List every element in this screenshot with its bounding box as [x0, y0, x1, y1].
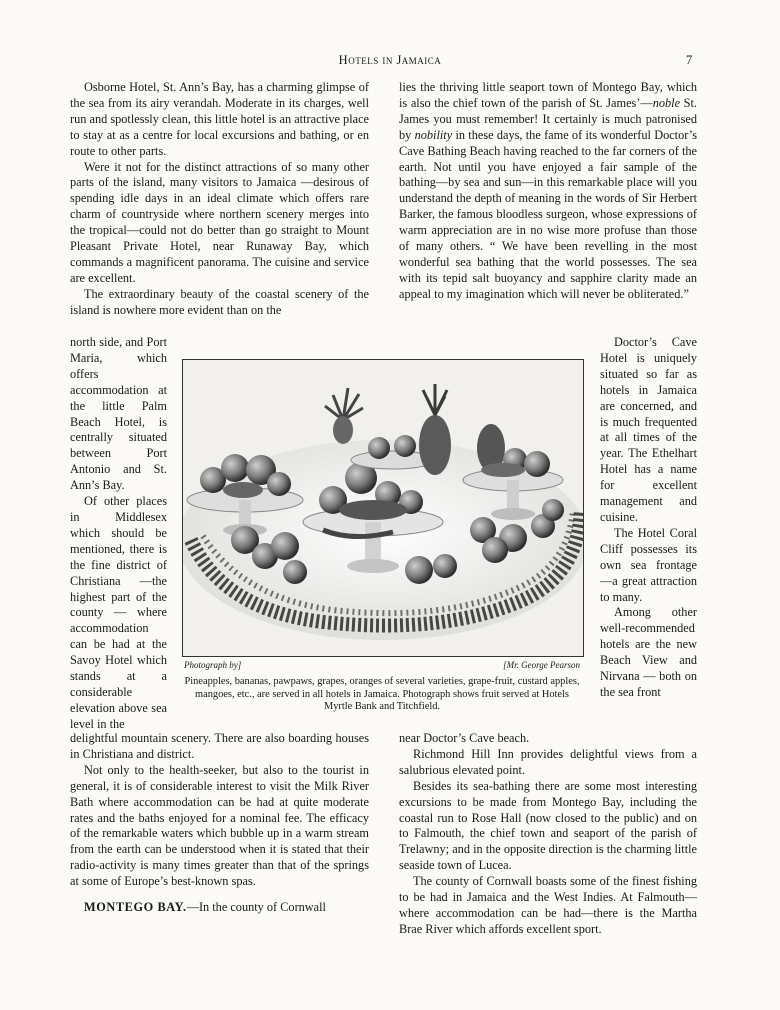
paragraph-cornwall-fishing: The county of Cornwall boasts some of the finest fishing to be had in Jamaica and the West Indies. At Falmouth—where accommodation can be had—there is the Martha Brae River which affords excellent sport. [399, 874, 697, 936]
paragraph-doctors-cave-beach: near Doctor’s Cave beach. [399, 731, 530, 745]
text-run: in these days, the fame of its wonderful Doctor’s Cave Bathing Beach having reached to the far corners of the earth. Not until you have enjoyed a fair sample of the bathing—by sea and sun—in this remarkable place will you understand the depth of meaning in the words of Sir Herbert Barker, the famous bloodless surgeon, whose expressions of warm appreciation are in no wise more profuse than those of many others. “ We have been revelling in the most wonderful sea bathing that the world possesses. The sea with its tepid salt buoyancy and sapphire clarity made an appeal to my imagination which will never be obliterated.” [399, 127, 698, 301]
right-column-bottom [399, 731, 697, 938]
credit-photographer: [Mr. George Pearson [503, 660, 580, 670]
text-run: lies the thriving little seaport town of Montego Bay, which is also the chief town of the parish of St. James’— [399, 80, 697, 110]
paragraph-port-maria: north side, and Port Maria, which offers accommodation at the little Palm Beach Hotel, is centrally situated between Port Antonio and St. Ann’s Bay. [70, 335, 167, 493]
italic-nobility: nobility [414, 127, 453, 142]
paragraph-other-hotels: Among other well-recommended hotels are the new Beach View and Nirvana — both on the sea front [600, 605, 697, 699]
paragraph-richmond-hill: Richmond Hill Inn provides delightful views from a salubrious elevated point. [399, 746, 697, 777]
text-run: St. James you must remember! It certainly is much patronised by [399, 95, 698, 142]
paragraph-mountain-scenery: delightful mountain scenery. There are also boarding houses in Christiana and district. [70, 731, 369, 761]
running-head: Hotels in Jamaica [338, 53, 442, 67]
paragraph-mount-pleasant: Were it not for the distinct attractions of so many other parts of the island, many visitors to Jamaica —desirous of spending idle days in an ideal climate which offers rare charm of countryside where northern scenery merges into the tropical—could not do better than go straight to Mount Pleasant Private Hotel, near Runaway Bay, which commands a magnificent panorama. The cuisine and service are excellent. [70, 159, 369, 285]
left-column-top [70, 80, 369, 319]
paragraph-osborne-hotel: Osborne Hotel, St. Ann’s Bay, has a charming glimpse of the sea from its airy verandah. Moderate in its charges, well run and spotlessly clean, this little hotel is an attractive place to stay at as a centre for local excursions and bathing, or en route to other parts. [70, 80, 369, 158]
paragraph-montego-bay-continued [399, 80, 697, 303]
figure-caption: Pineapples, bananas, pawpaws, grapes, oranges of several varieties, grape-fruit, custard apples, mangoes, etc., are served in all hotels in Jamaica. Photograph shows fruit served at Hotels Myrtle Bank and Titchfield. [184, 676, 580, 713]
paragraph-excursions: Besides its sea-bathing there are some most interesting excursions to be made from Montego Bay, including the coastal run to Rose Hall (now closed to the public) and on to Falmouth, the chief town and seaport of the parish of Trelawny; and in the opposite direction is the charming little seaside town of Lucea. [399, 778, 697, 873]
paragraph-christiana: Of other places in Middlesex which should be mentioned, there is the fine district of Christiana —the highest part of the county — where accommodation can be had at the Savoy Hotel which stands at a considerable elevation above sea level in the [70, 494, 167, 731]
paragraph-doctors-cave-hotel: Doctor’s Cave Hotel is uniquely situated so far as hotels in Jamaica are concerned, and is much frequented at all times of the year. The Ethelhart Hotel has a name for excellent management and cuisine. [600, 335, 697, 524]
left-narrow-column [70, 335, 167, 733]
page-number: 7 [686, 53, 693, 67]
credit-label: Photograph by] [184, 660, 242, 670]
right-column-top [399, 80, 697, 303]
page-header [0, 53, 780, 69]
fruit-table-photograph [182, 359, 584, 657]
paragraph-coastal-scenery: The extraordinary beauty of the coastal scenery of the island is nowhere more evident than on the [70, 286, 369, 317]
right-narrow-column [600, 335, 697, 701]
italic-noble: noble [652, 95, 681, 110]
paragraph-montego-bay [70, 900, 369, 916]
left-column-bottom [70, 731, 369, 916]
text-run: —In the county of Cornwall [186, 900, 326, 915]
paragraph-milk-river-bath: Not only to the health-seeker, but also to the tourist in general, it is of considerable interest to visit the Milk River Bath where accommodation can be had at quite moderate rates and the baths enjoyed for a nominal fee. The efficacy of the remarkable waters which bubble up in a warm stream from the earth can be understood when it is stated that their radio-activity is many times greater than that of the springs at some of Europe’s best-known spas. [70, 762, 369, 889]
section-heading-montego-bay: MONTEGO BAY. [84, 900, 187, 915]
paragraph-coral-cliff: The Hotel Coral Cliff possesses its own sea frontage —a great attraction to many. [600, 525, 697, 604]
fruit-display-illustration [183, 360, 583, 656]
photo-credit [184, 660, 580, 672]
